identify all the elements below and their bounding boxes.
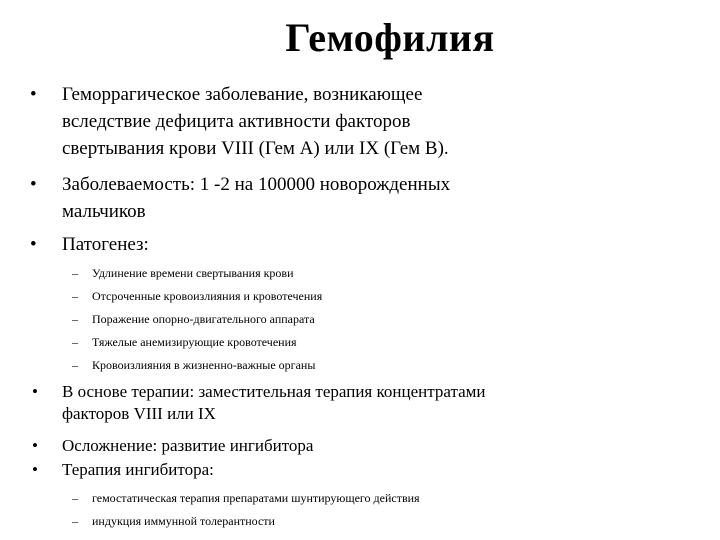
dash-marker: – xyxy=(72,335,78,349)
pathogenesis-item: Тяжелые анемизирующие кровотечения xyxy=(92,335,297,349)
dash-marker: – xyxy=(72,514,78,528)
bullet-line: Патогенез: xyxy=(62,234,149,255)
dash-marker: – xyxy=(72,358,78,372)
bullet-line: Геморрагическое заболевание, возникающее xyxy=(62,84,423,105)
bullet-line: Терапия ингибитора: xyxy=(62,460,214,479)
dash-marker: – xyxy=(72,289,78,303)
pathogenesis-item: Поражение опорно-двигательного аппарата xyxy=(92,312,315,326)
bullet-marker: • xyxy=(32,436,38,455)
bullet-line: вследствие дефицита активности факторов xyxy=(62,111,411,132)
dash-marker: – xyxy=(72,312,78,326)
pathogenesis-item: Кровоизлияния в жизненно-важные органы xyxy=(92,358,316,372)
pathogenesis-item: Удлинение времени свертывания крови xyxy=(92,266,294,280)
bullet-marker: • xyxy=(32,382,38,401)
inhibitor-therapy-item: гемостатическая терапия препаратами шунтирующего действия xyxy=(92,491,420,505)
bullet-marker: • xyxy=(30,174,37,195)
bullet-line: В основе терапии: заместительная терапия концентратами xyxy=(62,382,486,401)
slide-title: Гемофилия xyxy=(285,15,495,60)
bullet-line: Заболеваемость: 1 -2 на 100000 новорожденных xyxy=(62,174,451,195)
bullet-line: Осложнение: развитие ингибитора xyxy=(62,436,314,455)
dash-marker: – xyxy=(72,491,78,505)
bullet-line: мальчиков xyxy=(62,201,146,222)
bullet-marker: • xyxy=(32,460,38,479)
inhibitor-therapy-item: индукция иммунной толерантности xyxy=(92,514,275,528)
bullet-marker: • xyxy=(30,84,37,105)
pathogenesis-item: Отсроченные кровоизлияния и кровотечения xyxy=(92,289,323,303)
bullet-line: свертывания крови VIII (Гем А) или IX (Гем В). xyxy=(62,138,449,159)
dash-marker: – xyxy=(72,266,78,280)
bullet-marker: • xyxy=(30,234,37,255)
bullet-line: факторов VIII или IX xyxy=(62,404,216,423)
